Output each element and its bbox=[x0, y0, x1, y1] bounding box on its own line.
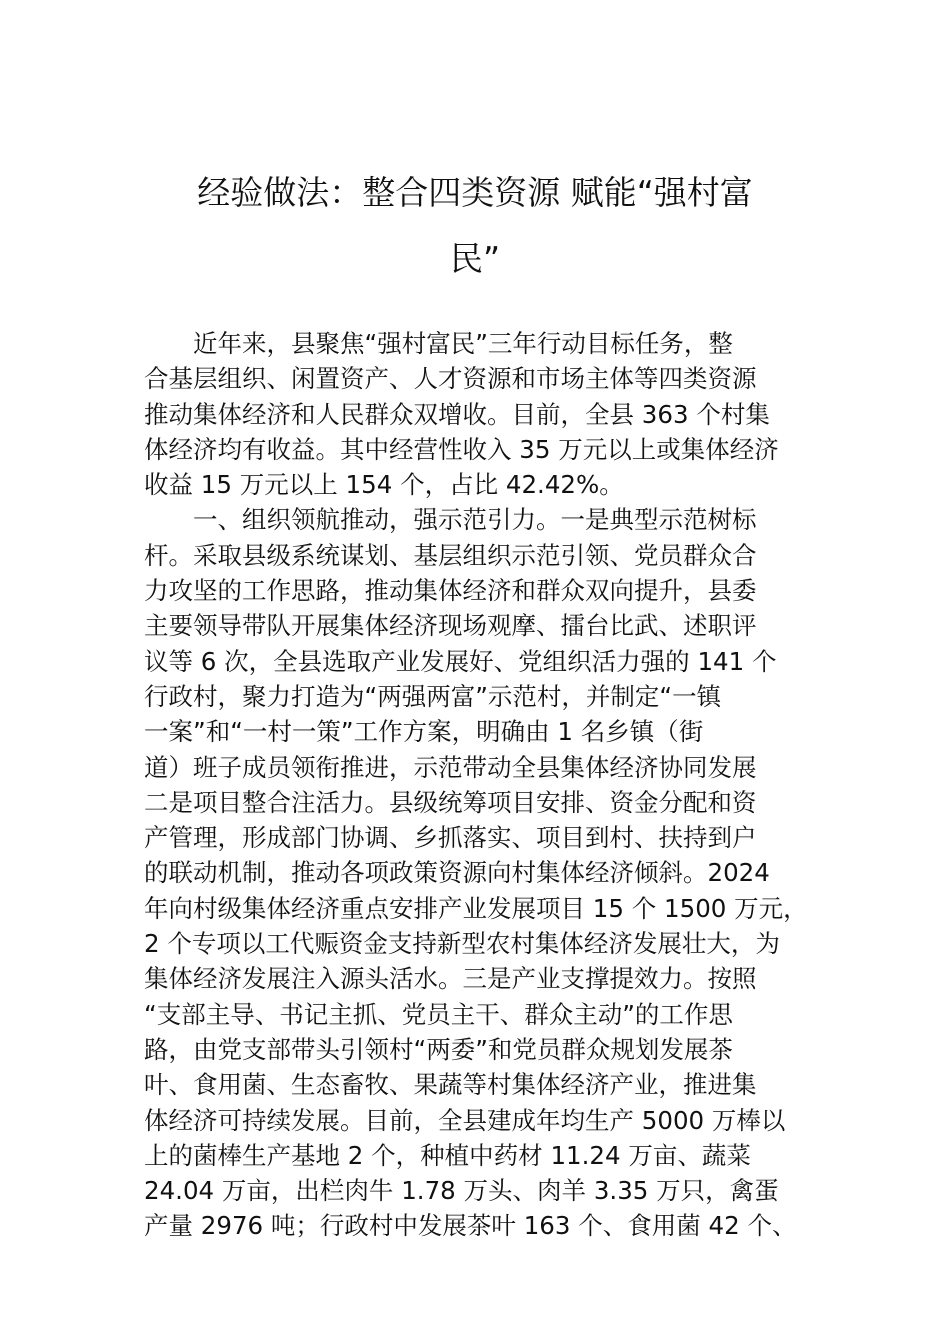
paragraph-line: 行政村，聚力打造为“两强两富”示范村，并制定“一镇 bbox=[144, 681, 722, 711]
paragraph-line: 上的菌棒生产基地 2 个，种植中药材 11.24 万亩、蔬菜 bbox=[144, 1140, 751, 1170]
title-line: 民” bbox=[449, 239, 501, 278]
paragraph-line: 体经济可持续发展。目前，全县建成年均生产 5000 万棒以 bbox=[144, 1105, 786, 1135]
paragraph-line: 24.04 万亩，出栏肉牛 1.78 万头、肉羊 3.35 万只，禽蛋 bbox=[144, 1176, 779, 1206]
paragraph-line: 产管理，形成部门协调、乡抓落实、项目到村、扶持到户 bbox=[144, 823, 757, 853]
document-body bbox=[144, 326, 834, 1244]
paragraph-line: 收益 15 万元以上 154 个，占比 42.42%。 bbox=[144, 470, 624, 500]
paragraph-intro bbox=[144, 326, 834, 502]
paragraph-line: “支部主导、书记主抓、党员主干、群众主动”的工作思 bbox=[144, 999, 733, 1029]
paragraph-line: 近年来，县聚焦“强村富民”三年行动目标任务，整 bbox=[193, 329, 733, 358]
title-line: 经验做法：整合四类资源 赋能“强村富 bbox=[197, 173, 753, 212]
paragraph-line: 合基层组织、闲置资产、人才资源和市场主体等四类资源 bbox=[144, 364, 757, 394]
paragraph-line: 道）班子成员领衔推进，示范带动全县集体经济协同发展 bbox=[144, 752, 757, 782]
paragraph-line: 议等 6 次，全县选取产业发展好、党组织活力强的 141 个 bbox=[144, 646, 777, 676]
paragraph-line: 一案”和“一村一策”工作方案，明确由 1 名乡镇（街 bbox=[144, 717, 704, 747]
paragraph-line: 力攻坚的工作思路，推动集体经济和群众双向提升，县委 bbox=[144, 576, 757, 606]
document-title bbox=[120, 160, 830, 292]
paragraph-line: 二是项目整合注活力。县级统筹项目安排、资金分配和资 bbox=[144, 787, 757, 817]
paragraph-line: 一、组织领航推动，强示范引力。一是典型示范树标 bbox=[193, 505, 757, 535]
paragraph-line: 产量 2976 吨；行政村中发展茶叶 163 个、食用菌 42 个、 bbox=[144, 1211, 797, 1241]
paragraph-line: 路，由党支部带头引领村“两委”和党员群众规划发展茶 bbox=[144, 1034, 733, 1064]
paragraph-line: 杆。采取县级系统谋划、基层组织示范引领、党员群众合 bbox=[144, 540, 757, 570]
paragraph-line: 推动集体经济和人民群众双增收。目前，全县 363 个村集 bbox=[144, 399, 770, 429]
paragraph-line: 集体经济发展注入源头活水。三是产业支撑提效力。按照 bbox=[144, 964, 757, 994]
paragraph-line: 主要领导带队开展集体经济现场观摩、擂台比武、述职评 bbox=[144, 611, 757, 641]
paragraph-line: 2 个专项以工代赈资金支持新型农村集体经济发展壮大，为 bbox=[144, 929, 780, 959]
paragraph-line: 年向村级集体经济重点安排产业发展项目 15 个 1500 万元， bbox=[144, 893, 808, 923]
paragraph-line: 叶、食用菌、生态畜牧、果蔬等村集体经济产业，推进集 bbox=[144, 1070, 757, 1100]
paragraph-section-one bbox=[144, 502, 834, 1243]
paragraph-line: 体经济均有收益。其中经营性收入 35 万元以上或集体经济 bbox=[144, 434, 779, 464]
paragraph-line: 的联动机制，推动各项政策资源向村集体经济倾斜。2024 bbox=[144, 858, 770, 888]
